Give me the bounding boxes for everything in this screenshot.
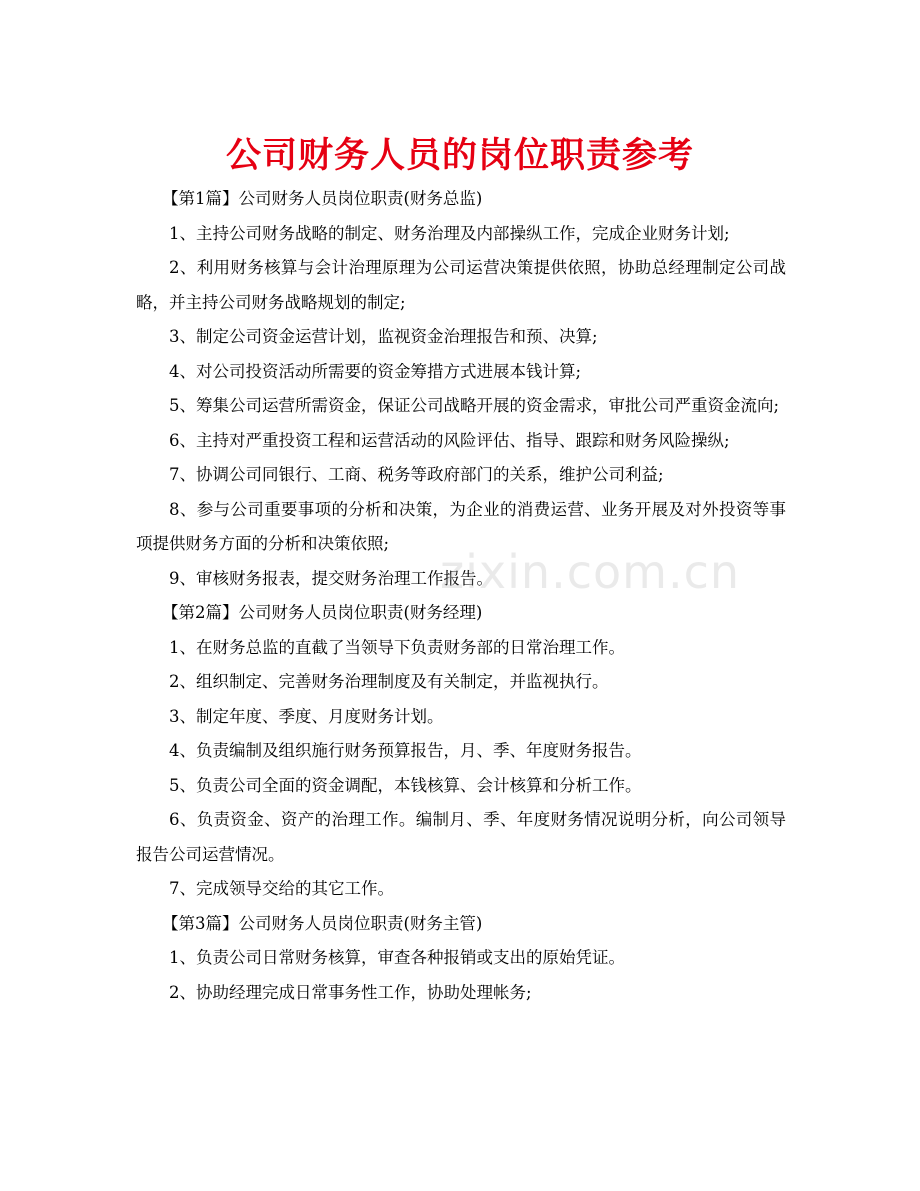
list-item: 2、组织制定、完善财务治理制度及有关制定，并监视执行。 <box>169 672 609 691</box>
list-item: 5、筹集公司运营所需资金，保证公司战略开展的资金需求，审批公司严重资金流向; <box>169 396 780 415</box>
list-item: 9、审核财务报表，提交财务治理工作报告。 <box>169 568 493 588</box>
section-heading: 【第3篇】公司财务人员岗位职责(财务主管) <box>162 913 483 933</box>
list-item: 2、协助经理完成日常事务性工作，协助处理帐务; <box>169 982 532 1002</box>
list-item: 4、负责编制及组织施行财务预算报告，月、季、年度财务报告。 <box>169 741 642 760</box>
document-title: 公司财务人员的岗位职责参考 <box>225 136 694 176</box>
list-item: 8、参与公司重要事项的分析和决策，为企业的消费运营、业务开展及对外投资等事项提供财务方面的分析和决策依照; <box>136 499 786 553</box>
list-item: 4、对公司投资活动所需要的资金筹措方式进展本钱计算; <box>169 361 582 381</box>
list-item: 7、完成领导交给的其它工作。 <box>169 879 394 898</box>
document-body <box>136 182 786 1010</box>
list-item: 1、在财务总监的直截了当领导下负责财务部的日常治理工作。 <box>169 637 625 657</box>
section-heading: 【第2篇】公司财务人员岗位职责(财务经理) <box>162 603 483 622</box>
list-item: 3、制定公司资金运营计划，监视资金治理报告和预、决算; <box>169 327 598 346</box>
section-heading: 【第1篇】公司财务人员岗位职责(财务总监) <box>162 189 483 208</box>
list-item: 6、负责资金、资产的治理工作。编制月、季、年度财务情况说明分析，向公司领导报告公司运营情况。 <box>136 810 786 864</box>
watermark: zixin.com.cn <box>440 545 741 599</box>
list-item: 3、制定年度、季度、月度财务计划。 <box>169 706 444 726</box>
list-item: 2、利用财务核算与会计治理原理为公司运营决策提供依照，协助总经理制定公司战略，并主持公司财务战略规划的制定; <box>136 258 786 312</box>
list-item: 7、协调公司同银行、工商、税务等政府部门的关系，维护公司利益; <box>169 465 664 484</box>
list-item: 1、主持公司财务战略的制定、财务治理及内部操纵工作，完成企业财务计划; <box>169 223 730 243</box>
list-item: 6、主持对严重投资工程和运营活动的风险评估、指导、跟踪和财务风险操纵; <box>169 430 730 450</box>
list-item: 5、负责公司全面的资金调配，本钱核算、会计核算和分析工作。 <box>169 775 642 795</box>
list-item: 1、负责公司日常财务核算，审查各种报销或支出的原始凭证。 <box>169 948 625 967</box>
